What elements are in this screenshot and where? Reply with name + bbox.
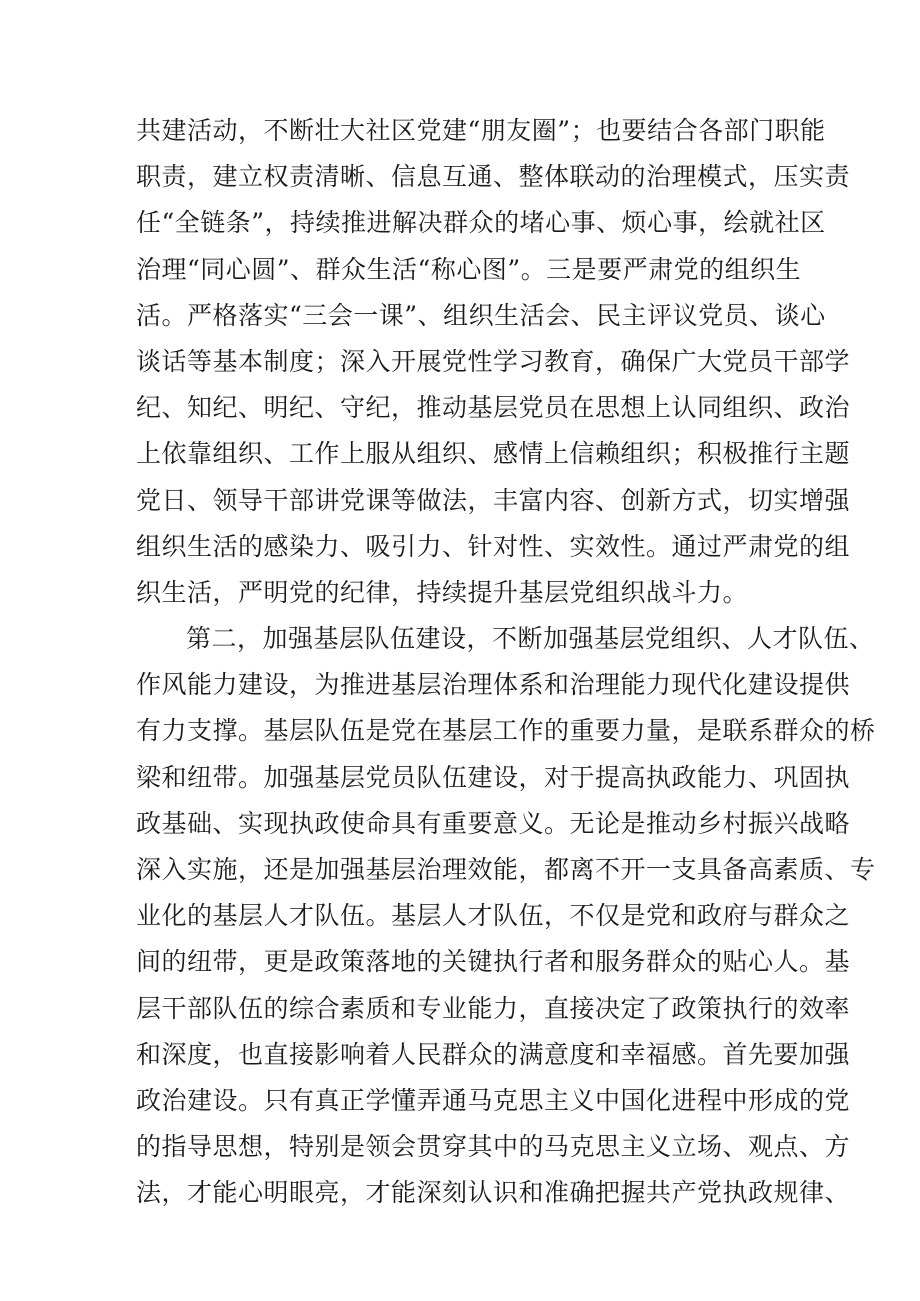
text-line: 上依靠组织、工作上服从组织、感情上信赖组织；积极推行主题 xyxy=(136,439,851,469)
paragraph-1 xyxy=(136,108,851,616)
text-line: 法，才能心明眼亮，才能深刻认识和准确把握共产党执政规律、 xyxy=(136,1178,851,1208)
text-line: 政基础、实现执政使命具有重要意义。无论是推动乡村振兴战略 xyxy=(136,808,851,838)
text-line: 和深度，也直接影响着人民群众的满意度和幸福感。首先要加强 xyxy=(136,1039,851,1069)
text-line: 纪、知纪、明纪、守纪，推动基层党员在思想上认同组织、政治 xyxy=(136,393,851,423)
text-line: 谈话等基本制度；深入开展党性学习教育，确保广大党员干部学 xyxy=(136,346,851,376)
text-line: 织生活，严明党的纪律，持续提升基层党组织战斗力。 xyxy=(136,577,749,607)
text-line: 治理“同心圆”、群众生活“称心图”。三是要严肃党的组织生 xyxy=(136,254,802,284)
text-line: 政治建设。只有真正学懂弄通马克思主义中国化进程中形成的党 xyxy=(136,1085,851,1115)
text-line: 共建活动，不断壮大社区党建“朋友圈”；也要结合各部门职能 xyxy=(136,116,826,145)
text-line: 活。严格落实“三会一课”、组织生活会、民主评议党员、谈心 xyxy=(136,300,826,330)
text-line: 组织生活的感染力、吸引力、针对性、实效性。通过严肃党的组 xyxy=(136,531,851,561)
paragraph-2 xyxy=(136,616,876,1216)
text-line: 层干部队伍的综合素质和专业能力，直接决定了政策执行的效率 xyxy=(136,993,851,1023)
text-line: 职责，建立权责清晰、信息互通、整体联动的治理模式，压实责 xyxy=(136,162,851,192)
text-line: 业化的基层人才队伍。基层人才队伍，不仅是党和政府与群众之 xyxy=(136,901,851,931)
text-line: 有力支撑。基层队伍是党在基层工作的重要力量，是联系群众的桥 xyxy=(136,716,876,746)
text-line: 党日、领导干部讲党课等做法，丰富内容、创新方式，切实增强 xyxy=(136,485,851,515)
document-body xyxy=(136,108,876,1217)
text-line: 深入实施，还是加强基层治理效能，都离不开一支具备高素质、专 xyxy=(136,855,876,884)
text-line: 间的纽带，更是政策落地的关键执行者和服务群众的贴心人。基 xyxy=(136,947,851,977)
text-line: 第二，加强基层队伍建设，不断加强基层党组织、人才队伍、 xyxy=(186,624,875,654)
text-line: 任“全链条”，持续推进解决群众的堵心事、烦心事，绘就社区 xyxy=(136,208,826,238)
text-line: 的指导思想，特别是领会贯穿其中的马克思主义立场、观点、方 xyxy=(136,1132,851,1162)
text-line: 梁和纽带。加强基层党员队伍建设，对于提高执政能力、巩固执 xyxy=(136,762,851,792)
text-line: 作风能力建设，为推进基层治理体系和治理能力现代化建设提供 xyxy=(136,670,851,700)
